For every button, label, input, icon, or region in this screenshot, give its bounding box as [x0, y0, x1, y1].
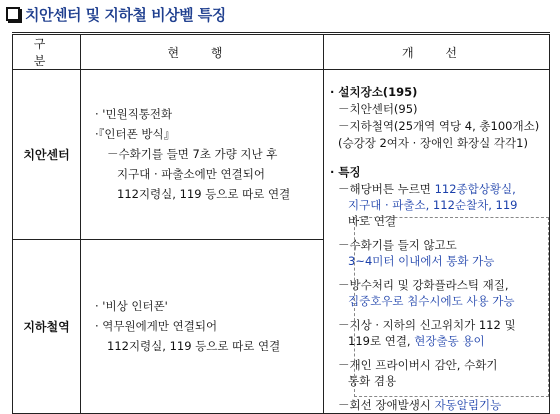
current-line: · '민원직통전화	[95, 107, 173, 122]
feature-item: －개인 프라이버시 감안, 수화기	[338, 358, 498, 372]
install-title: · 설치장소(195)	[330, 85, 418, 99]
feature-title: · 특징	[330, 165, 361, 179]
current-line: · 역무원에게만 연결되어	[95, 319, 218, 334]
feature-item: －해당버튼 누르면 112종합상황실,	[338, 182, 516, 196]
feature-item: －수화기를 들지 않고도	[338, 238, 457, 252]
current-line: 112지령실, 119 등으로 따로 연결	[107, 339, 281, 354]
install-item: (승강장 2여자 · 장애인 화장실 각각1)	[338, 136, 528, 150]
install-item: －치안센터(95)	[338, 102, 418, 116]
current-line: －수화기를 들면 7초 가량 지난 후	[107, 147, 278, 162]
header-improvement: 개 선	[324, 34, 550, 70]
category-police-center: 치안센터	[13, 70, 81, 240]
comparison-table	[12, 32, 550, 414]
feature-item: －방수처리 및 강화플라스틱 재질,	[338, 278, 509, 292]
feature-item: －지상 · 지하의 신고위치가 112 및	[338, 318, 516, 332]
install-item: －지하철역(25개역 역당 4, 총100개소)	[338, 119, 540, 133]
current-line: ·『인터폰 방식』	[95, 127, 176, 142]
current-police-center	[81, 70, 324, 240]
checkbox-square-icon	[6, 7, 20, 21]
current-line: 112지령실, 119 등으로 따로 연결	[117, 187, 291, 202]
current-line: · '비상 인터폰'	[95, 299, 168, 314]
current-line: 지구대 · 파출소에만 연결되어	[117, 167, 265, 182]
improvement-cell: · 설치장소(195) －치안센터(95) －지하철역(25개역 역당 4, 총100개소) (승강장 2여자 · 장애인 화장실 각각1) · 특징 －해당버튼 누르면 112종합상황실, 지구대 · 파출소, 112순찰차, 119 바로 연결 －수화기를 들지 않고도 3~4미터 이내에서 통화 가능 －방수처리 및 강화플라스틱 재질, 집중호우로 침수시에도 사용 가능 －지상 · 지하의 신고위치가 112 및 119로 연결, 현장출동 용이 －개인 프라이버시 감안, 수화기 통화 겸용 －회선 장애발생시 자동알림기능	[324, 70, 550, 414]
header-category: 구 분	[13, 34, 81, 70]
header-current: 현 행	[81, 34, 324, 70]
feature-item: －회선 장애발생시 자동알림기능	[338, 398, 502, 412]
section-title	[6, 2, 226, 26]
category-subway-station: 지하철역	[13, 239, 81, 413]
current-subway-station	[81, 239, 324, 413]
title-text: 치안센터 및 지하철 비상벨 특징	[25, 5, 226, 24]
